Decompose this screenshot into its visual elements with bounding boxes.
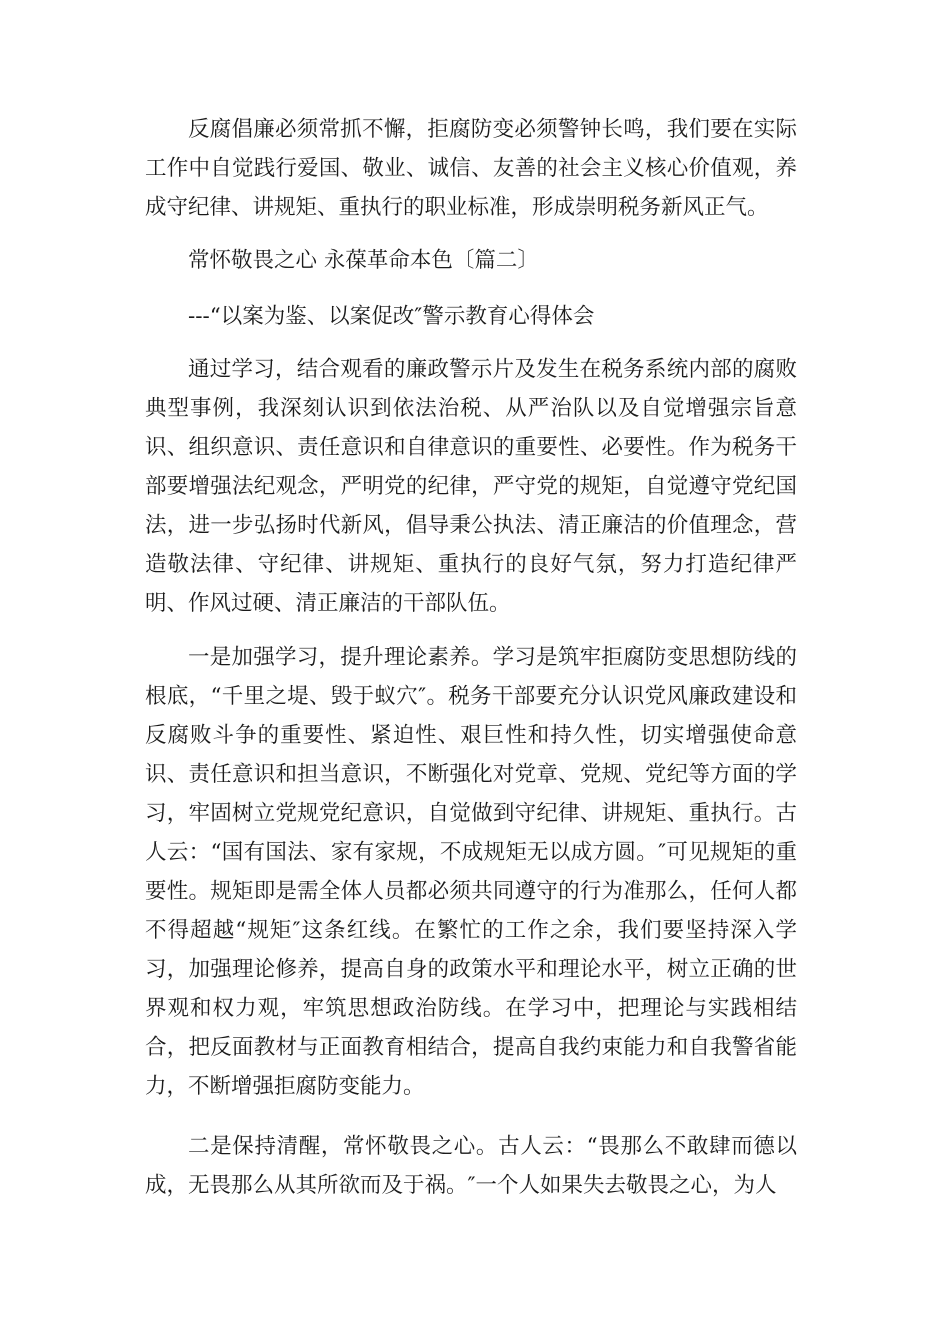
article-subtitle: ---“以案为鉴、以案促改″警示教育心得体会 (188, 304, 595, 329)
intro-paragraph: 反腐倡廉必须常抓不懈，拒腐防变必须警钟长鸣，我们要在实际工作中自觉践行爱国、敬业、诚信、友善的社会主义核心价值观，养成守纪律、讲规矩、重执行的职业标准，形成崇明税务新风正气。 (145, 117, 797, 220)
body-paragraph: 二是保持清醒，常怀敬畏之心。古人云：“畏那么不敢肆而德以成，无畏那么从其所欲而及于祸。″一个人如果失去敬畏之心，为人 (145, 1134, 797, 1198)
body-paragraph: 通过学习，结合观看的廉政警示片及发生在税务系统内部的腐败典型事例，我深刻认识到依法治税、从严治队以及自觉增强宗旨意识、组织意识、责任意识和自律意识的重要性、必要性。作为税务干部要增强法纪观念，严明党的纪律，严守党的规矩，自觉遵守党纪国法，进一步弘扬时代新风，倡导秉公执法、清正廉洁的价值理念，营造敬法律、守纪律、讲规矩、重执行的良好气氛，努力打造纪律严明、作风过硬、清正廉洁的干部队伍。 (145, 357, 797, 616)
article-title: 常怀敬畏之心 永葆革命本色〔篇二〕 (188, 248, 539, 273)
body-paragraph: 一是加强学习，提升理论素养。学习是筑牢拒腐防变思想防线的根底，“千里之堤、毁于蚁穴″。税务干部要充分认识党风廉政建设和反腐败斗争的重要性、紧迫性、艰巨性和持久性，切实增强使命意识、责任意识和担当意识，不断强化对党章、党规、党纪等方面的学习，牢固树立党规党纪意识，自觉做到守纪律、讲规矩、重执行。古人云：“国有国法、家有家规，不成规矩无以成方圆。″可见规矩的重要性。规矩即是需全体人员都必须共同遵守的行为准那么，任何人都不得超越“规矩″这条红线。在繁忙的工作之余，我们要坚持深入学习，加强理论修养，提高自身的政策水平和理论水平，树立正确的世界观和权力观，牢筑思想政治防线。在学习中，把理论与实践相结合，把反面教材与正面教育相结合，提高自我约束能力和自我警省能力，不断增强拒腐防变能力。 (145, 645, 797, 1099)
